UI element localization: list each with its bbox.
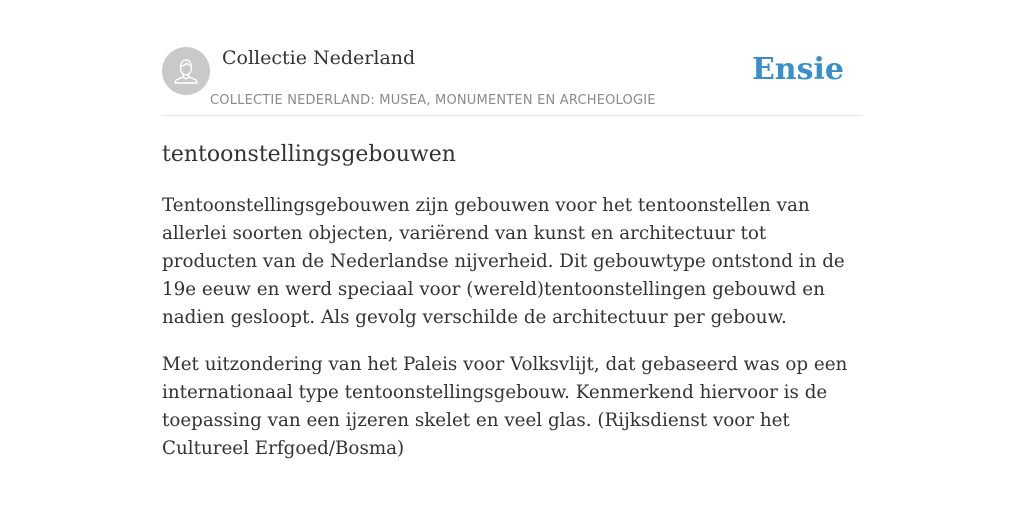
entry-body [162,192,862,482]
body-paragraph: Met uitzondering van het Paleis voor Volksvlijt, dat gebaseerd was op een internationaal type tentoonstellingsgebouw. Kenmerkend hiervoor is de toepassing van een ijzeren skelet en veel glas. (Rijksdienst voor het Cultureel Erfgoed/Bosma) [162,354,848,459]
ensie-logo[interactable]: Ensie [751,52,844,87]
user-placeholder-icon [162,47,210,95]
entry-header [162,0,862,116]
collection-label[interactable]: COLLECTIE NEDERLAND: MUSEA, MONUMENTEN EN ARCHEOLOGIE [210,93,656,108]
author-name-link[interactable]: Collectie Nederland [222,47,416,69]
entry-title: tentoonstellingsgebouwen [162,142,456,167]
body-paragraph: Tentoonstellingsgebouwen zijn gebouwen voor het tentoonstellen van allerlei soorten objecten, variërend van kunst en architectuur tot producten van de Nederlandse nijverheid. Dit gebouwtype ontstond in de 19e eeuw en werd speciaal voor (wereld)tentoonstellingen gebouwd en nadien gesloopt. Als gevolg verschilde de architectuur per gebouw. [162,195,845,328]
author-avatar[interactable] [162,47,210,95]
page [162,0,862,512]
